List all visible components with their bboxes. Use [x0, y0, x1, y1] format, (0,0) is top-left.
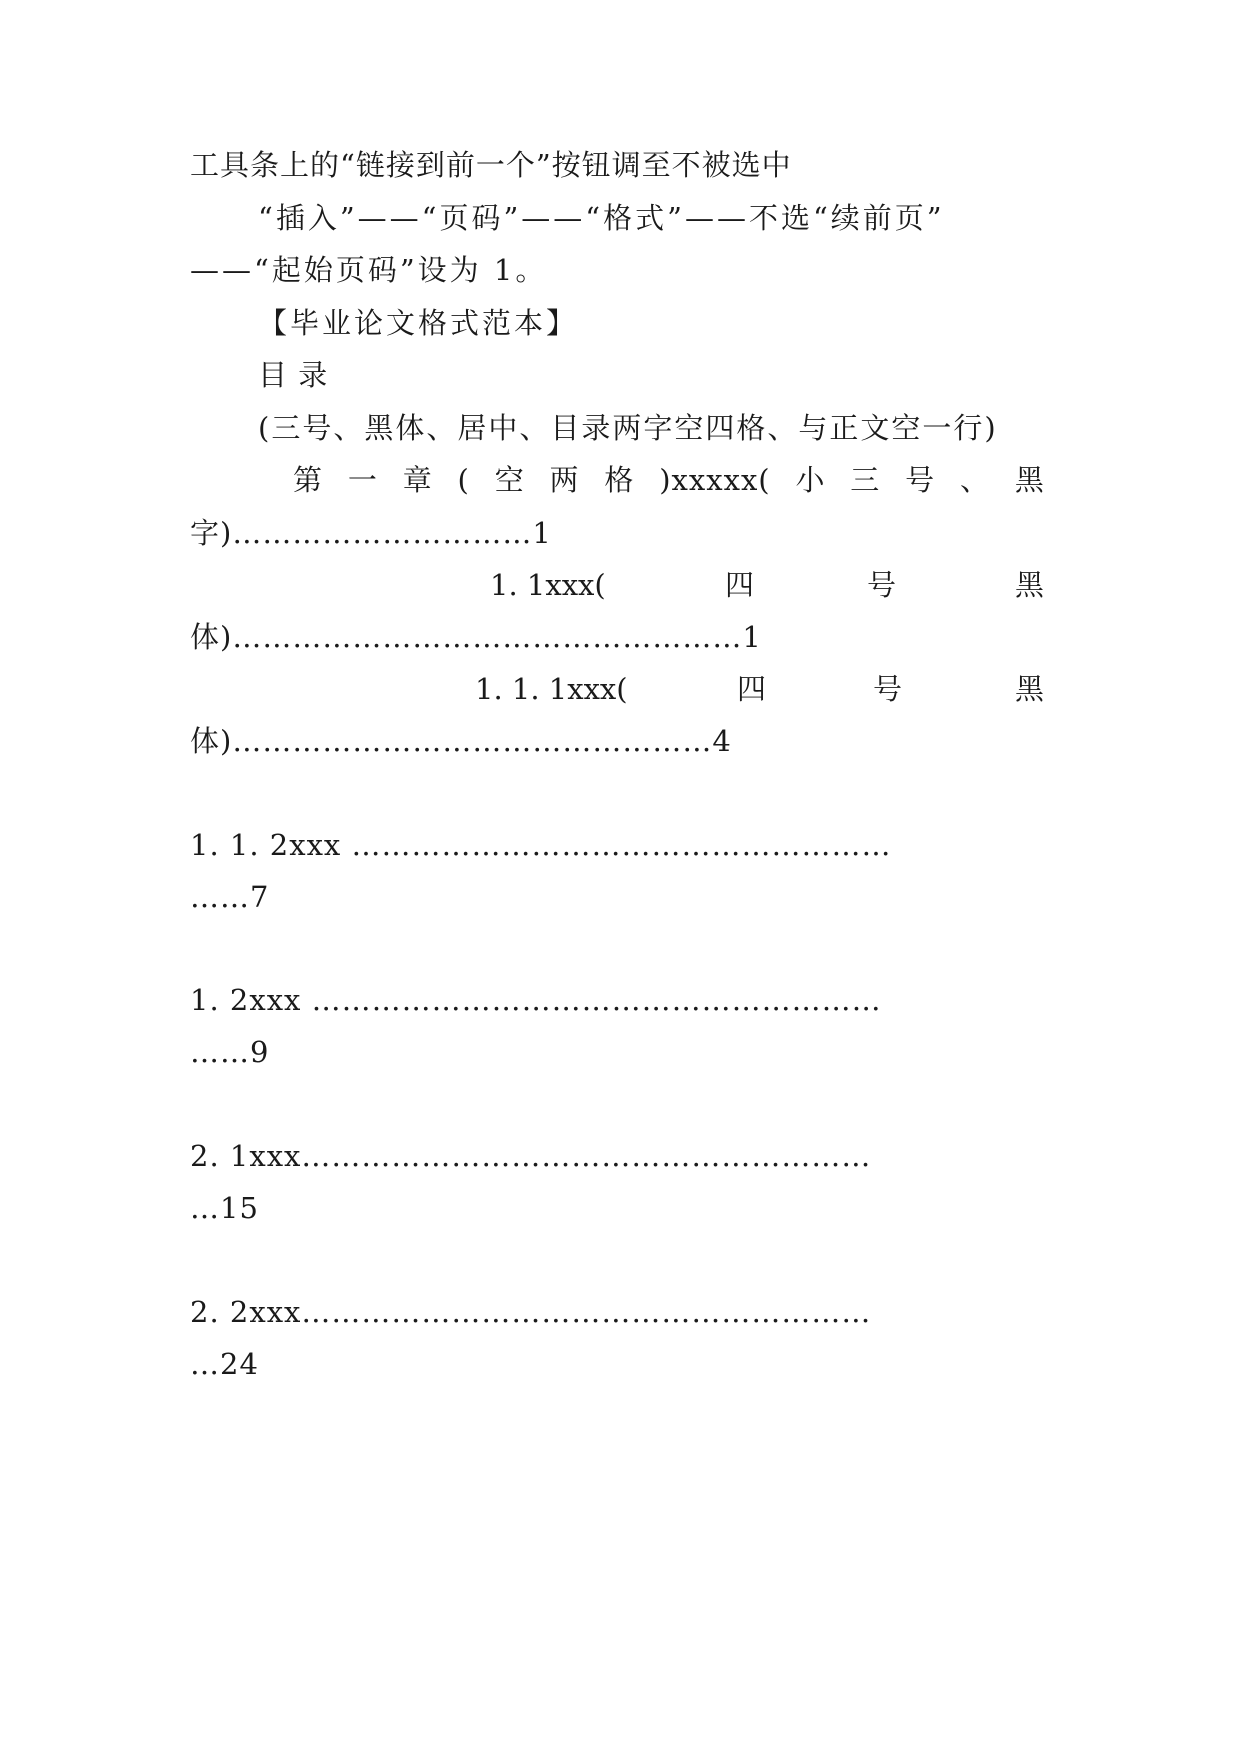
- toc-entry-fragment: 格: [604, 463, 635, 497]
- toc-entry-fragment: (: [457, 463, 470, 497]
- toc-entry-fragment: 号: [905, 463, 936, 497]
- toc-entry-fragment: 黑: [1015, 672, 1045, 706]
- toc-entry-line: 2. 1xxx…………………………………………………: [190, 1139, 872, 1173]
- toc-entry-line: [293, 460, 1045, 500]
- toc-entry-fragment: 第: [293, 463, 324, 497]
- toc-entry-fragment: 、: [959, 463, 990, 497]
- toc-entry-fragment: 三: [850, 463, 881, 497]
- paragraph-line: ——“起始页码”设为 1。: [190, 253, 548, 287]
- toc-entry-line: 1. 2xxx …………………………………………………: [190, 983, 882, 1017]
- toc-entry-fragment: 一: [347, 463, 378, 497]
- toc-entry-fragment: 号: [867, 568, 897, 602]
- toc-entry-fragment: 两: [549, 463, 580, 497]
- paragraph-line: 工具条上的“链接到前一个”按钮调至不被选中: [190, 148, 792, 182]
- toc-entry-line: 字)…………………………1: [190, 516, 552, 550]
- toc-entry-fragment: 号: [873, 672, 903, 706]
- toc-entry-line: 2. 2xxx…………………………………………………: [190, 1295, 872, 1329]
- toc-entry-line: 1. 1. 2xxx ………………………………………………: [190, 828, 892, 862]
- toc-entry-fragment: 四: [725, 568, 755, 602]
- toc-entry-fragment: 黑: [1014, 463, 1045, 497]
- toc-entry-fragment: 空: [494, 463, 525, 497]
- toc-entry-line: …15: [190, 1191, 259, 1225]
- toc-note: (三号、黑体、居中、目录两字空四格、与正文空一行): [258, 411, 998, 445]
- toc-entry-line: ……7: [190, 880, 270, 914]
- toc-entry-line: 体)…………………………………………4: [190, 724, 732, 758]
- paragraph-line: “插入”——“页码”——“格式”——不选“续前页”: [258, 201, 945, 235]
- section-heading: 【毕业论文格式范本】: [258, 306, 579, 340]
- toc-entry-fragment: 四: [737, 672, 767, 706]
- toc-entry-fragment: 1. 1. 1xxx(: [475, 672, 628, 706]
- toc-title: 目 录: [258, 358, 329, 392]
- toc-entry-fragment: 黑: [1015, 568, 1045, 602]
- toc-entry-line: …24: [190, 1347, 259, 1381]
- toc-entry-line: 体)……………………………………………1: [190, 620, 762, 654]
- toc-entry-line: ……9: [190, 1035, 270, 1069]
- toc-entry-fragment: )xxxxx(: [659, 463, 771, 497]
- toc-entry-fragment: 章: [402, 463, 433, 497]
- toc-entry-fragment: 小: [795, 463, 826, 497]
- toc-entry-fragment: 1. 1xxx(: [490, 568, 606, 602]
